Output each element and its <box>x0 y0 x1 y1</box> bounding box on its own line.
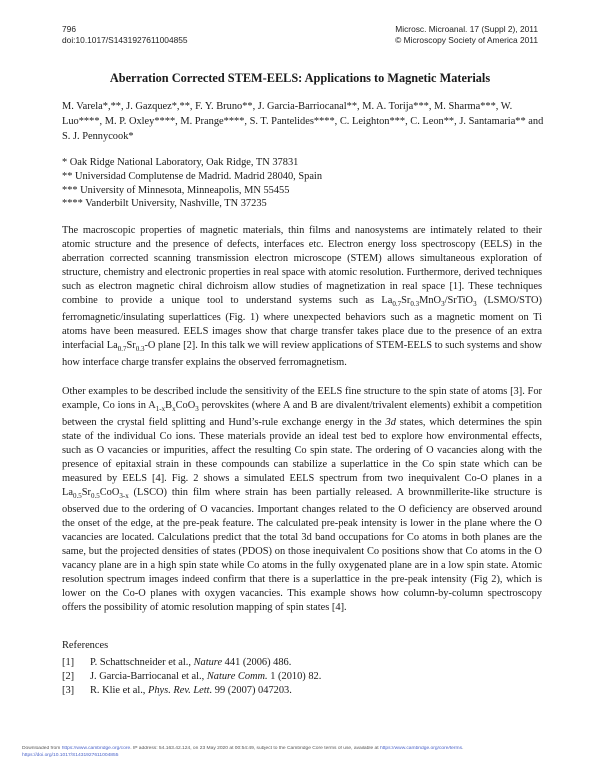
reference-item: [2] J. Garcia-Barriocanal et al., Nature Comm. 1 (2010) 82. <box>62 671 322 683</box>
reference-item: [3] R. Klie et al., Phys. Rev. Lett. 99 (2007) 047203. <box>62 685 292 697</box>
references-heading: References <box>62 640 109 651</box>
body-paragraph-1: The macroscopic properties of magnetic materials, thin films and nanosystems are intimately related to their atomic structure and the presence of defects, interfaces etc. Electron energy loss spectroscopy (EELS) in the aberration corrected scanning transmission electron microscope (STEM) allows simultaneous exploration of structure, chemistry and electronic properties in real space with atomic resolution. Furthermore, derived techniques such as electron magnetic chiral dichroism allow studies of magnetization in real space [1]. These techniques combine to provide a unique tool to understand systems such as $La_{0.7}Sr_{0.3}MnO_3/SrTiO_3$ (LSMO/STO) ferromagnetic/insulating superlattices (Fig. 1) where unexpected behaviors such as a magnetic moment on Ti atoms have been measured. EELS images show that charge transfer takes place due to the presence of an extra interfacial $La_{0.7}Sr_{0.3}-O$ plane [2]. In this talk we will review applications of STEM-EELS to such systems and show how interface charge transfer explains the observed ferromagnetism. <box>62 225 542 369</box>
cambridge-core-link[interactable]: https://www.cambridge.org/core <box>61 746 131 751</box>
affiliation-line: ** Universidad Complutense de Madrid. Madrid 28040, Spain <box>62 170 323 182</box>
doi-link[interactable]: https://doi.org/10.1017/S1431927611004855 <box>22 752 119 758</box>
affiliation-line: **** Vanderbilt University, Nashville, TN 37235 <box>62 198 267 210</box>
footer-line: Downloaded from https://www.cambridge.org/core. IP address: 54.163.42.124, on 23 May 2020 at 00:54:49, subject to the Cambridge Core terms of use, available at https://www.cambridge.org/core/terms. <box>22 746 464 751</box>
paper-title: Aberration Corrected STEM-EELS: Applications to Magnetic Materials <box>109 71 491 85</box>
journal-citation: Microsc. Microanal. 17 (Suppl 2), 2011 <box>395 24 538 34</box>
affiliation-line: * Oak Ridge National Laboratory, Oak Ridge, TN 37831 <box>62 157 299 168</box>
download-footer <box>22 746 582 760</box>
reference-list <box>62 656 538 699</box>
terms-link[interactable]: https://www.cambridge.org/core/terms <box>379 746 463 751</box>
page-number: 796 <box>62 24 76 34</box>
affiliations <box>62 156 538 211</box>
affiliation-line: *** University of Minnesota, Minneapolis, MN 55455 <box>62 184 290 196</box>
reference-item: [1] P. Schattschneider et al., Nature 441 (2006) 486. <box>62 657 292 668</box>
doi-text: doi:10.1017/S1431927611004855 <box>62 34 188 45</box>
author-list: M. Varela*,**, J. Gazquez*,**, F. Y. Bruno**, J. Garcia-Barriocanal**, M. A. Torija***, M. Sharma***, W. Luo****, M. P. Oxley****, M. Prange****, S. T. Pantelides****, C. Leighton***, C. Leon**, J. Santamaria** and S. J. Pennycook* <box>62 101 544 142</box>
header-left <box>62 24 188 45</box>
copyright-notice: © Microscopy Society of America 2011 <box>395 34 538 45</box>
header-right <box>395 24 538 45</box>
body-paragraph-2: Other examples to be described include the sensitivity of the EELS fine structure to the spin state of atoms [3]. For example, Co ions in $A_{1-x}B_xCoO_3$ perovskites (where A and B are divalent/trivalent elements) exhibit a competition between the crystal field splitting and Hund’s-rule exchange energy in the 3d states, which determines the spin state of the individual Co ions. These materials provide an ideal test bed to explore how environmental effects, such as O vacancies or impurities, affect the resulting Co spin state. The ordering of O vacancies along with the presence of epitaxial strain in these compounds can stabilize a superlattice in the Co spin state which can be measured by EELS [4]. Fig. 2 shows a simulated EELS spectrum from two inequivalent Co-O planes in a $La_{0.5}Sr_{0.5}CoO_{3-x}$ (LSCO) thin film where strain has been partially released. A brownmillerite-like structure is observed due to the ordering of O vacancies. Important changes related to the O deficiency are observed around the onset of the edge, at the pre-peak feature. The calculated pre-peak intensity is lower in the plane where the O vacancies are located. Calculations predict that the total 3d band occupations for Co atoms in both planes are the same, but the projected densities of states (PDOS) on those inequivalent Co positions show that Co atoms in the O vacancy plane are in a high spin state while Co atoms in the fully oxygenated plane are in a low spin state. Atomic resolution spectrum images indeed confirm that there is a superlattice in the pre-peak intensity (Fig 2), which is lower on the Co-O planes with oxygen vacancies. This example shows how column-by-column spectroscopy offers the possibility of atomic resolution mapping of spin states [4]. <box>62 386 542 614</box>
